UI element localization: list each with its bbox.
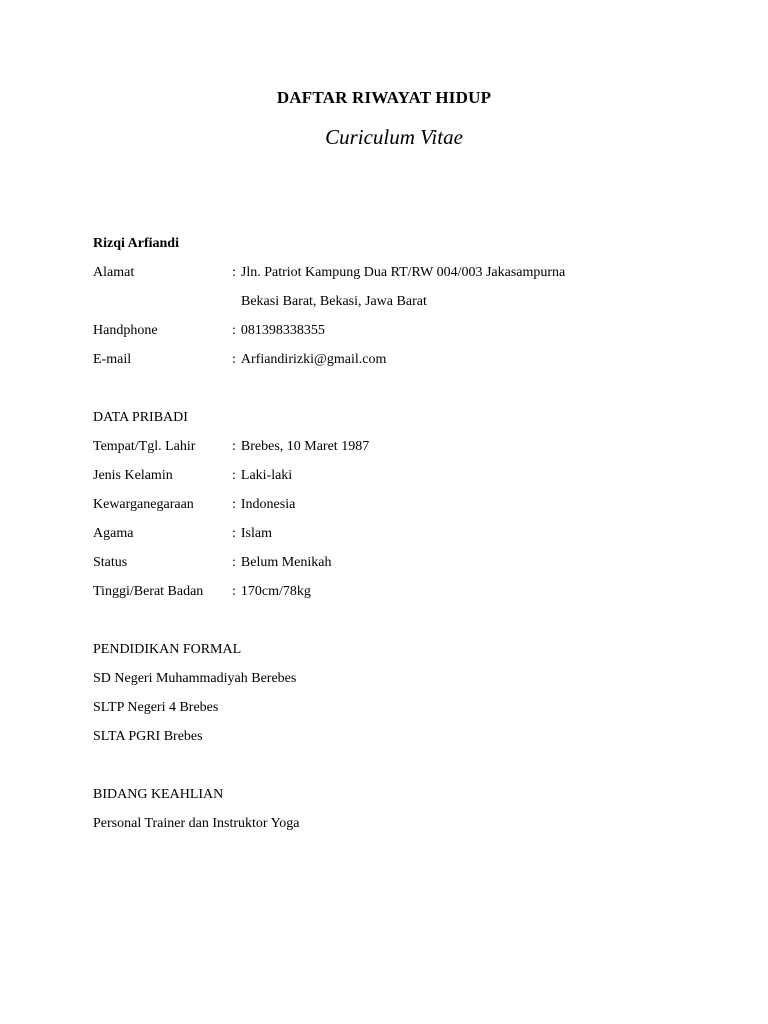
colon: : [232,555,236,570]
education-item: SLTA PGRI Brebes [93,729,203,744]
personal-row-label: Kewarganegaraan [93,497,194,512]
personal-row-label: Status [93,555,128,570]
birth-place-date: Brebes, 10 Maret 1987 [240,439,370,454]
colon: : [232,439,236,454]
education-item: SD Negeri Muhammadiyah Berebes [93,671,297,686]
colon: : [232,526,236,541]
personal-row-label: Tinggi/Berat Badan [93,584,204,599]
phone-value [232,323,325,339]
address-line-2: Bekasi Barat, Bekasi, Jawa Barat [241,294,427,309]
address-line-1: Jln. Patriot Kampung Dua RT/RW 004/003 Jakasampurna [240,265,566,280]
nationality: Indonesia [240,497,296,512]
marital-status: Belum Menikah [240,555,332,570]
personal-row-label: Tempat/Tgl. Lahir [93,439,196,454]
phone-label: Handphone [93,323,158,338]
skills-heading: BIDANG KEAHLIAN [93,787,224,802]
gender: Laki-laki [240,468,293,483]
colon: : [232,497,236,512]
document-title: DAFTAR RIWAYAT HIDUP [276,88,492,107]
religion: Islam [240,526,272,541]
email-label: E-mail [93,352,132,367]
email-address: Arfiandirizki@gmail.com [240,352,387,367]
personal-row-value [232,555,332,571]
personal-row-label: Agama [93,526,134,541]
document-subtitle: Curiculum Vitae [325,125,463,149]
height-weight: 170cm/78kg [240,584,311,599]
colon: : [232,323,236,338]
address-value [232,265,565,281]
personal-row-value [232,584,311,600]
personal-data-heading: DATA PRIBADI [93,410,188,425]
email-value [232,352,386,368]
colon: : [232,584,236,599]
skill-item: Personal Trainer dan Instruktor Yoga [93,816,300,831]
person-name: Rizqi Arfiandi [93,236,179,251]
personal-row-value [232,497,295,513]
education-heading: PENDIDIKAN FORMAL [93,642,242,657]
education-item: SLTP Negeri 4 Brebes [93,700,219,715]
personal-row-value [232,439,369,455]
phone-number: 081398338355 [240,323,325,338]
address-label: Alamat [93,265,135,280]
colon: : [232,265,236,280]
colon: : [232,352,236,367]
personal-row-value [232,468,292,484]
colon: : [232,468,236,483]
personal-row-label: Jenis Kelamin [93,468,173,483]
personal-row-value [232,526,272,542]
